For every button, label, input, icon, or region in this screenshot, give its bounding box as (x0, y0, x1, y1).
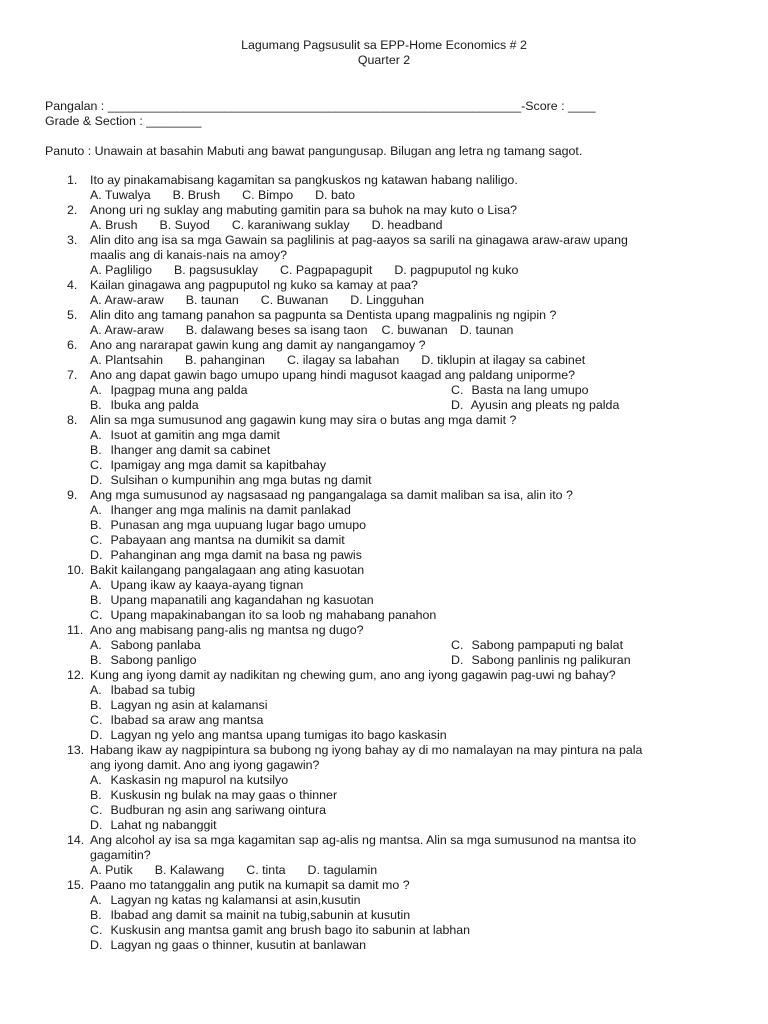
question-text: Anong uri ng suklay ang mabuting gamitin para sa buhok na may kuto o Lisa? (90, 203, 518, 217)
option-text: Ibabad ang damit sa mainit na tubig,sabunin at kusutin (110, 908, 411, 922)
question-number: 1. (67, 173, 78, 187)
question-number: 7. (67, 368, 78, 382)
answer-option[interactable] (45, 713, 725, 728)
option-letter: D. (451, 398, 464, 412)
answer-option[interactable] (45, 773, 725, 788)
answer-option[interactable]: D. bato (315, 188, 356, 202)
option-row (45, 383, 725, 398)
answer-option[interactable] (45, 503, 725, 518)
answer-option[interactable] (90, 383, 248, 397)
question-text: Habang ikaw ay nagpipintura sa bubong ng iyong bahay ay di mo namalayan na may pintura na pala (90, 743, 643, 757)
answer-option[interactable] (90, 638, 201, 652)
question-number: 10. (67, 563, 85, 577)
question-item (45, 413, 725, 488)
option-row (45, 653, 725, 668)
answer-option[interactable]: A. Putik (90, 863, 133, 877)
option-text: Kuskusin ng bulak na may gaas o thinner (110, 788, 338, 802)
answer-option[interactable] (45, 533, 725, 548)
answer-option[interactable]: A. Brush (90, 218, 138, 232)
answer-option[interactable]: D. pagpuputol ng kuko (394, 263, 519, 277)
answer-option[interactable]: C. tinta (246, 863, 286, 877)
answer-option[interactable] (45, 608, 725, 623)
option-row (45, 188, 725, 203)
answer-option[interactable] (45, 908, 725, 923)
answer-option[interactable] (90, 653, 197, 667)
question-text: Ano ang nararapat gawin kung ang damit ay nangangamoy ? (90, 338, 426, 352)
answer-option[interactable] (45, 923, 725, 938)
answer-option[interactable]: C. buwanan (381, 323, 448, 337)
option-letter: A. (90, 578, 102, 592)
answer-option[interactable]: C. Pagpapagupit (280, 263, 373, 277)
option-letter: B. (90, 593, 102, 607)
option-row (45, 353, 725, 368)
option-row (45, 638, 725, 653)
question-number: 4. (67, 278, 78, 292)
question-text: maalis ang di kanais-nais na amoy? (90, 248, 287, 262)
option-text: Lagyan ng asin at kalamansi (110, 698, 268, 712)
question-item (45, 743, 725, 833)
option-letter: A. (90, 428, 102, 442)
option-letter: B. (90, 908, 102, 922)
option-letter: B. (90, 698, 102, 712)
answer-option[interactable] (451, 638, 623, 653)
option-letter: D. (90, 818, 103, 832)
option-letter: C. (90, 608, 103, 622)
question-text: Paano mo tatanggalin ang putik na kumapit sa damit mo ? (90, 878, 410, 892)
option-text: Ipamigay ang mga damit sa kapitbahay (110, 458, 327, 472)
question-item (45, 233, 725, 278)
option-text: Lahat ng nabanggit (110, 818, 217, 832)
answer-option[interactable] (45, 683, 725, 698)
question-number: 6. (67, 338, 78, 352)
question-number: 15. (67, 878, 85, 892)
option-letter: D. (90, 548, 103, 562)
option-letter: D. (90, 728, 103, 742)
question-item (45, 278, 725, 308)
question-text: Alin dito ang isa sa mga Gawain sa paglilinis at pag-aayos sa sarili na ginagawa araw-araw upang (90, 233, 628, 247)
option-row (45, 863, 725, 878)
option-text: Upang ikaw ay kaaya-ayang tignan (110, 578, 304, 592)
option-letter: C. (90, 803, 103, 817)
instruction-text: Panuto : Unawain at basahin Mabuti ang bawat pangungusap. Bilugan ang letra ng tamang sagot. (45, 144, 583, 158)
option-text: Punasan ang mga uupuang lugar bago umupo (110, 518, 367, 532)
question-text: Bakit kailangang pangalagaan ang ating kasuotan (90, 563, 365, 577)
option-text: Sabong panligo (110, 653, 197, 667)
answer-option[interactable] (45, 578, 725, 593)
option-text: Lagyan ng katas ng kalamansi at asin,kusutin (110, 893, 361, 907)
answer-option[interactable]: C. karaniwang suklay (231, 218, 350, 232)
option-letter: B. (90, 653, 102, 667)
question-text: Ang alcohol ay isa sa mga kagamitan sap ag-alis ng mantsa. Alin sa mga sumusunod na mantsa ito (90, 833, 637, 847)
question-number: 3. (67, 233, 78, 247)
option-letter: D. (90, 473, 103, 487)
answer-option[interactable] (45, 818, 725, 833)
answer-option[interactable] (45, 518, 725, 533)
option-text: Ibabad sa araw ang mantsa (110, 713, 264, 727)
question-text: Ito ay pinakamabisang kagamitan sa pangkuskos ng katawan habang naliligo. (90, 173, 518, 187)
option-text: Pahanginan ang mga damit na basa ng pawis (110, 548, 362, 562)
answer-option[interactable]: D. tagulamin (307, 863, 378, 877)
question-number: 8. (67, 413, 78, 427)
option-letter: A. (90, 638, 102, 652)
document-title: Lagumang Pagsusulit sa EPP-Home Economics # 2 (241, 38, 527, 52)
answer-option[interactable]: D. headband (371, 218, 443, 232)
question-text: Kailan ginagawa ang pagpuputol ng kuko sa kamay at paa? (90, 278, 418, 292)
answer-option[interactable] (45, 698, 725, 713)
answer-option[interactable]: B. taunan (185, 293, 239, 307)
question-number: 12. (67, 668, 85, 682)
option-letter: B. (90, 788, 102, 802)
option-row (45, 398, 725, 413)
question-item (45, 173, 725, 203)
option-text: Ihanger ang damit sa cabinet (110, 443, 271, 457)
answer-option[interactable]: B. Brush (172, 188, 221, 202)
question-item (45, 563, 725, 623)
option-letter: B. (90, 398, 102, 412)
option-letter: A. (90, 503, 102, 517)
option-text: Sulsihan o kumpunihin ang mga butas ng damit (110, 473, 372, 487)
answer-option[interactable] (45, 593, 725, 608)
answer-option[interactable]: A. Araw-araw (90, 323, 164, 337)
option-text: Sabong panlinis ng palikuran (471, 653, 631, 667)
answer-option[interactable] (45, 473, 725, 488)
option-letter: A. (90, 383, 102, 397)
question-text: Alin dito ang tamang panahon sa pagpunta sa Dentista upang magpalinis ng ngipin ? (90, 308, 557, 322)
question-item (45, 668, 725, 743)
option-text: Ayusin ang pleats ng palda (470, 398, 620, 412)
answer-option[interactable] (45, 938, 725, 953)
option-text: Sabong pampaputi ng balat (471, 638, 624, 652)
question-text: Kung ang iyong damit ay nadikitan ng chewing gum, ano ang iyong gagawin pag-uwi ng bahay? (90, 668, 616, 682)
question-number: 9. (67, 488, 78, 502)
answer-option[interactable]: C. ilagay sa labahan (286, 353, 400, 367)
option-letter: A. (90, 893, 102, 907)
answer-option[interactable]: B. pagsusuklay (174, 263, 259, 277)
question-number: 13. (67, 743, 85, 757)
option-letter: C. (90, 923, 103, 937)
answer-option[interactable] (45, 728, 725, 743)
question-item (45, 308, 725, 338)
answer-option[interactable] (45, 788, 725, 803)
option-text: Isuot at gamitin ang mga damit (110, 428, 280, 442)
option-letter: D. (90, 938, 103, 952)
answer-option[interactable] (90, 398, 199, 412)
question-text: Alin sa mga sumusunod ang gagawin kung may sira o butas ang mga damit ? (90, 413, 517, 427)
answer-option[interactable]: A. Plantsahin (90, 353, 164, 367)
question-list (45, 173, 725, 953)
option-text: Kaskasin ng mapurol na kutsilyo (110, 773, 289, 787)
option-text: Upang mapanatili ang kagandahan ng kasuotan (110, 593, 374, 607)
answer-option[interactable]: D. taunan (459, 323, 514, 337)
option-row (45, 263, 725, 278)
answer-option[interactable] (45, 803, 725, 818)
question-number: 2. (67, 203, 78, 217)
option-text: Ibabad sa tubig (110, 683, 196, 697)
question-item (45, 833, 725, 878)
answer-option[interactable] (45, 428, 725, 443)
option-letter: C. (451, 383, 464, 397)
option-text: Budburan ng asin ang sariwang ointura (110, 803, 327, 817)
question-item (45, 623, 725, 668)
option-letter: C. (90, 713, 103, 727)
answer-option[interactable]: A. Pagliligo (90, 263, 152, 277)
answer-option[interactable] (451, 653, 631, 668)
option-text: Ibuka ang palda (110, 398, 199, 412)
option-row (45, 293, 725, 308)
question-text: Ano ang dapat gawin bago umupo upang hindi magusot kaagad ang paldang uniporme? (90, 368, 575, 382)
question-text: ang iyong damit. Ano ang iyong gagawin? (90, 758, 320, 772)
option-text: Basta na lang umupo (471, 383, 589, 397)
question-text: gagamitin? (90, 848, 151, 862)
question-item (45, 368, 725, 413)
answer-option[interactable] (45, 458, 725, 473)
answer-option[interactable]: B. Suyod (159, 218, 210, 232)
option-row (45, 218, 725, 233)
option-letter: C. (90, 533, 103, 547)
option-text: Ipagpag muna ang palda (110, 383, 248, 397)
answer-option[interactable]: A. Araw-araw (90, 293, 164, 307)
option-text: Ihanger ang mga malinis na damit panlakad (110, 503, 351, 517)
option-text: Pabayaan ang mantsa na dumikit sa damit (110, 533, 345, 547)
answer-option[interactable]: D. Lingguhan (350, 293, 424, 307)
question-text: Ang mga sumusunod ay nagsasaad ng pangangalaga sa damit maliban sa isa, alin ito ? (90, 488, 573, 502)
option-letter: D. (451, 653, 464, 667)
option-letter: A. (90, 683, 102, 697)
answer-option[interactable] (45, 443, 725, 458)
question-item (45, 488, 725, 563)
option-letter: A. (90, 773, 102, 787)
option-letter: C. (90, 458, 103, 472)
option-text: Lagyan ng yelo ang mantsa upang tumigas ito bago kaskasin (110, 728, 447, 742)
question-item (45, 878, 725, 953)
answer-option[interactable] (45, 548, 725, 563)
option-text: Lagyan ng gaas o thinner, kusutin at banlawan (110, 938, 367, 952)
question-number: 5. (67, 308, 78, 322)
answer-option[interactable] (451, 398, 619, 413)
question-item (45, 338, 725, 368)
option-text: Kuskusin ang mantsa gamit ang brush bago ito sabunin at labhan (110, 923, 471, 937)
question-number: 11. (67, 623, 84, 637)
answer-option[interactable] (451, 383, 589, 398)
quarter-label: Quarter 2 (357, 53, 411, 67)
question-text: Ano ang mabisang pang-alis ng mantsa ng dugo? (90, 623, 364, 637)
answer-option[interactable] (45, 893, 725, 908)
answer-option[interactable]: D. tiklupin at ilagay sa cabinet (421, 353, 586, 367)
question-item (45, 203, 725, 233)
name-score-line: Pangalan : ____________________________________________________________-Score : ____ (45, 99, 596, 113)
option-text: Upang mapakinabangan ito sa loob ng mahabang panahon (110, 608, 437, 622)
option-letter: C. (451, 638, 464, 652)
answer-option[interactable]: C. Buwanan (260, 293, 329, 307)
answer-option[interactable]: B. Kalawang (154, 863, 225, 877)
option-letter: B. (90, 443, 102, 457)
answer-option[interactable]: B. dalawang beses sa isang taon (185, 323, 368, 337)
answer-option[interactable]: A. Tuwalya (90, 188, 151, 202)
answer-option[interactable]: B. pahanginan (185, 353, 265, 367)
option-row (45, 323, 725, 338)
option-letter: B. (90, 518, 102, 532)
answer-option[interactable]: C. Bimpo (242, 188, 294, 202)
question-number: 14. (67, 833, 85, 847)
grade-section-line: Grade & Section : ________ (45, 114, 202, 128)
option-text: Sabong panlaba (110, 638, 201, 652)
